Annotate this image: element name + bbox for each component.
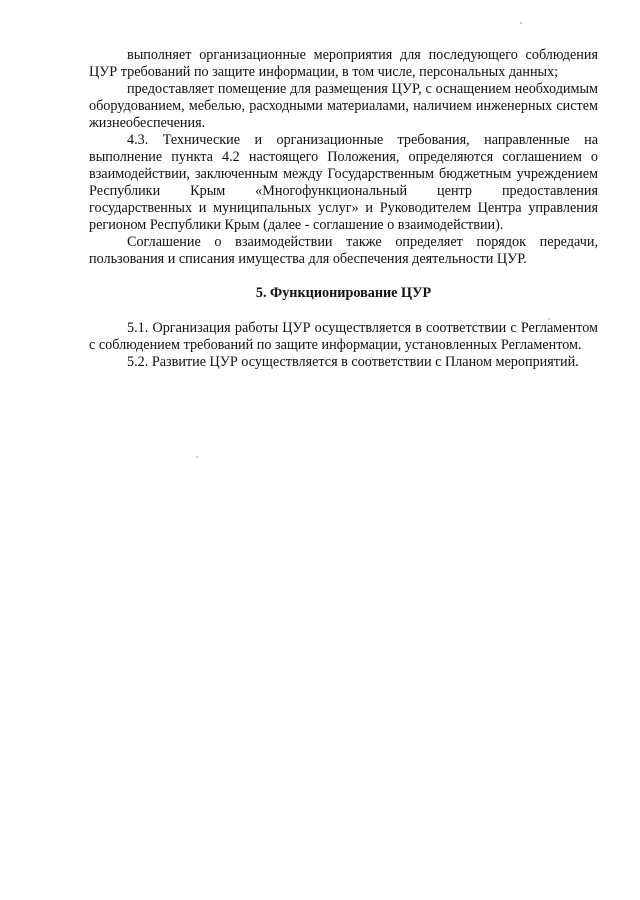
paragraph-organizational-measures: выполняет организационные мероприятия для последующего соблюдения ЦУР требований по защите информации, в том числе, персональных данных;	[89, 47, 598, 80]
paragraph-4-3-requirements: 4.3. Технические и организационные требования, направленные на выполнение пункта 4.2 настоящего Положения, определяются соглашением о взаимодействии, заключенным между Государственным бюджетным учреждением Республики Крым «Многофункциональный центр предоставления государственных и муниципальных услуг» и Руководителем Центра управления регионом Республики Крым (далее - соглашение о взаимодействии).	[89, 132, 598, 233]
section-heading-5: 5. Функционирование ЦУР	[255, 285, 432, 301]
paragraph-agreement-property: Соглашение о взаимодействии также определяет порядок передачи, пользования и списания имущества для обеспечения деятельности ЦУР.	[89, 234, 598, 267]
paragraph-premises: предоставляет помещение для размещения ЦУР, с оснащением необходимым оборудованием, мебелью, расходными материалами, наличием инженерных систем жизнеобеспечения.	[89, 81, 598, 131]
scan-speck	[520, 22, 522, 24]
scan-speck	[196, 456, 198, 458]
paragraph-5-1-organization: 5.1. Организация работы ЦУР осуществляется в соответствии с Регламентом с соблюдением требований по защите информации, установленных Регламентом.	[89, 320, 598, 353]
paragraph-5-2-development: 5.2. Развитие ЦУР осуществляется в соответствии с Планом мероприятий.	[127, 354, 579, 370]
document-body	[89, 47, 598, 371]
